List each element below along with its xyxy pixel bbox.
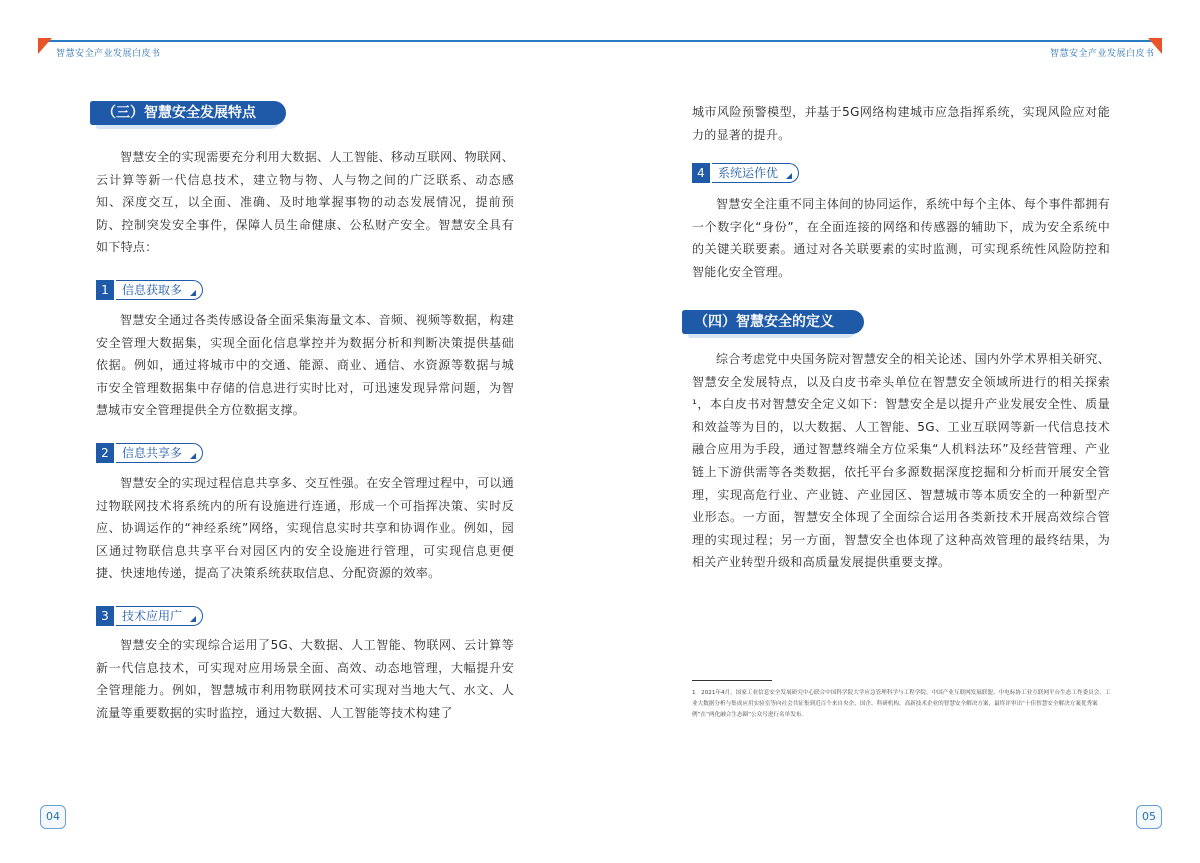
header-rule — [48, 40, 600, 42]
section-4-heading: （四）智慧安全的定义 — [682, 310, 852, 336]
header-title: 智慧安全产业发展白皮书 — [1050, 49, 1155, 59]
corner-mark-icon — [38, 38, 52, 54]
item-3-text: 智慧安全的实现综合运用了5G、大数据、人工智能、物联网、云计算等新一代信息技术，可实现对应用场景全面、高效、动态地管理，大幅提升安全管理能力。例如，智慧城市利用物联网技术可实现对当地大气、水文、人流量等重要数据的实时监控，通过大数据、人工智能等技术构建了 — [96, 638, 514, 720]
right-page: 智慧安全产业发展白皮书 城市风险预警模型，并基于5G网络构建城市应急指挥系统，实现风险应对能力的显著的提升。 4 系统运作优 智慧安全注重不同主体间的协同运作，系统中每个主体、每个事件都拥有一个数字化“身份”，在全面连接的网络和传感器的辅助下，成为安全系统中的关键关联要素。通过对各关联要素的实时监测，可实现系统性风险防控和智能化安全管理。 （四）智慧安全的定义 综合考虑党中央国务院对智慧安全的相关论述、国内外学术界相关研究、智慧安全发展特点，以及白皮书牵头单位在智慧安全领域所进行的相关探索¹，本白皮书对智慧安全定义如下：智慧安全是以提升产业发展安全性、质量和效益等为目的，以大数据、人工智能、5G、工业互联网等新一代信息技术融合应用为手段，通过智慧终端全方位采集“人机料法环”及经营管理、产业链上下游供需等各类数据，依托平台多源数据深度挖掘和分析而开展安全管理，实现高危行业、产业链、产业园区、智慧城市等本质安全的一种新型产业形态。一方面，智慧安全体现了全面综合运用各类新技术开展高效综合管理的实现过程；另一方面，智慧安全也体现了这种高效管理的最终结果，为相关产业转型升级和高质量发展提供重要支撑。 1 2021年4月，国家工业信息安全发展研究中心联合中国科学院大学应急管理科学与工程学院、中国产业互联网发展联盟、中电标协工业互联网平台生态工作委员会、工业大数据分析与集成应用实验室等向社会共征集到近百个来自央企、国企、科研机构、高新技术企业的智慧安全解决方案，最终评审出“十佳智慧安全解决方案优秀案例”在“两化融合生态圈”公众号进行名单发布。 05 — [600, 0, 1200, 863]
left-page: 智慧安全产业发展白皮书 （三）智慧安全发展特点 智慧安全的实现需要充分利用大数据、人工智能、移动互联网、物联网、云计算等新一代信息技术，建立物与物、人与物之间的广泛联系、动态感知、深度交互，以全面、准确、及时地掌握事物的动态发展情况，提前预防、控制突发安全事件，保障人员生命健康、公私财产安全。智慧安全具有如下特点： 1 信息获取多 智慧安全通过各类传感设备全面采集海量文本、音频、视频等数据，构建安全管理大数据集，实现全面化信息掌控并为数据分析和判断决策提供基础依据。例如，通过将城市中的交通、能源、商业、通信、水资源等数据与城市安全管理数据集中存储的信息进行实时比对，可迅速发现异常问题，为智慧城市安全管理提供全方位数据支撑。 2 信息共享多 智慧安全的实现过程信息共享多、交互性强。在安全管理过程中，可以通过物联网技术将系统内的所有设施进行连通，形成一个可指挥决策、实时反应、协调运作的“神经系统”网络，实现信息实时共享和协调作业。例如，园区通过物联信息共享平台对园区内的安全设施进行管理，可实现信息更便捷、快速地传递，提高了决策系统获取信息、分配资源的效率。 3 技术应用广 智慧安全的实现综合运用了5G、大数据、人工智能、物联网、云计算等新一代信息技术，可实现对应用场景全面、高效、动态地管理，大幅提升安全管理能力。例如，智慧城市利用物联网技术可实现对当地大气、水文、人流量等重要数据的实时监控，通过大数据、人工智能等技术构建了 04 — [0, 0, 600, 863]
item-1-text: 智慧安全通过各类传感设备全面采集海量文本、音频、视频等数据，构建安全管理大数据集，实现全面化信息掌控并为数据分析和判断决策提供基础依据。例如，通过将城市中的交通、能源、商业、通信、水资源等数据与城市安全管理数据集中存储的信息进行实时比对，可迅速发现异常问题，为智慧城市安全管理提供全方位数据支撑。 — [96, 313, 514, 418]
header-title: 智慧安全产业发展白皮书 — [56, 49, 161, 59]
header-rule — [600, 40, 1152, 42]
page-number-left: 04 — [40, 805, 66, 829]
section-3-heading: （三）智慧安全发展特点 — [90, 101, 276, 127]
page-number-right: 05 — [1136, 805, 1162, 829]
continued-paragraph: 城市风险预警模型，并基于5G网络构建城市应急指挥系统，实现风险应对能力的显著的提升。 — [692, 105, 1110, 142]
footnote-rule — [692, 680, 772, 681]
footnote: 1 2021年4月，国家工业信息安全发展研究中心联合中国科学院大学应急管理科学与工程学院、中国产业互联网发展联盟、中电标协工业互联网平台生态工作委员会、工业大数据分析与集成应用实验室等向社会共征集到近百个来自央企、国企、科研机构、高新技术企业的智慧安全解决方案，最终评审出“十佳智慧安全解决方案优秀案例”在“两化融合生态圈”公众号进行名单发布。 — [692, 690, 1111, 718]
definition-paragraph: 综合考虑党中央国务院对智慧安全的相关论述、国内外学术界相关研究、智慧安全发展特点，以及白皮书牵头单位在智慧安全领域所进行的相关探索¹，本白皮书对智慧安全定义如下：智慧安全是以提升产业发展安全性、质量和效益等为目的，以大数据、人工智能、5G、工业互联网等新一代信息技术融合应用为手段，通过智慧终端全方位采集“人机料法环”及经营管理、产业链上下游供需等各类数据，依托平台多源数据深度挖掘和分析而开展安全管理，实现高危行业、产业链、产业园区、智慧城市等本质安全的一种新型产业形态。一方面，智慧安全体现了全面综合运用各类新技术开展高效综合管理的实现过程；另一方面，智慧安全也体现了这种高效管理的最终结果，为相关产业转型升级和高质量发展提供重要支撑。 — [692, 352, 1110, 570]
item-2-text: 智慧安全的实现过程信息共享多、交互性强。在安全管理过程中，可以通过物联网技术将系统内的所有设施进行连通，形成一个可指挥决策、实时反应、协调运作的“神经系统”网络，实现信息实时共享和协调作业。例如，园区通过物联信息共享平台对园区内的安全设施进行管理，可实现信息更便捷、快速地传递，提高了决策系统获取信息、分配资源的效率。 — [96, 476, 514, 581]
intro-paragraph: 智慧安全的实现需要充分利用大数据、人工智能、移动互联网、物联网、云计算等新一代信息技术，建立物与物、人与物之间的广泛联系、动态感知、深度交互，以全面、准确、及时地掌握事物的动态发展情况，提前预防、控制突发安全事件，保障人员生命健康、公私财产安全。智慧安全具有如下特点： — [96, 150, 514, 255]
item-4-text: 智慧安全注重不同主体间的协同运作，系统中每个主体、每个事件都拥有一个数字化“身份”，在全面连接的网络和传感器的辅助下，成为安全系统中的关键关联要素。通过对各关联要素的实时监测，可实现系统性风险防控和智能化安全管理。 — [692, 197, 1110, 279]
